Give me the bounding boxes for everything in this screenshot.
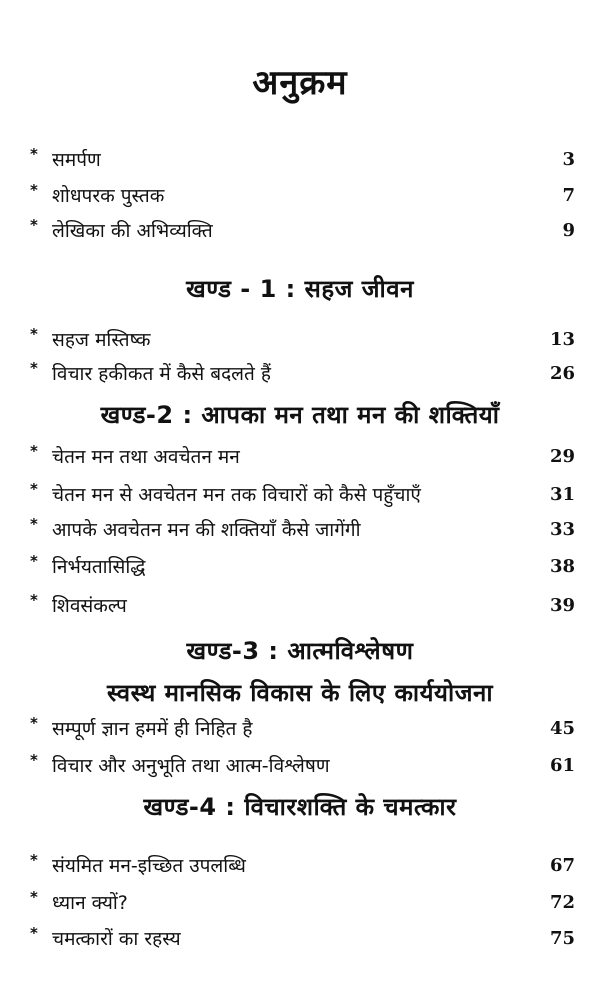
toc-entry-label: संयमित मन-इच्छित उपलब्धि [52,855,246,877]
toc-entry-page: 13 [549,329,575,350]
toc-entry-label: समर्पण [52,149,101,171]
toc-entry [30,850,575,882]
toc-entry-page: 39 [549,595,575,616]
toc-entry-page: 38 [549,556,575,577]
toc-entry-label: सम्पूर्ण ज्ञान हममें ही निहित है [52,718,253,740]
toc-entry-page: 3 [562,149,575,170]
toc-entry-page: 67 [549,855,575,876]
asterisk-icon: * [30,924,38,942]
section-heading: खण्ड-4 : विचारशक्ति के चमत्कार [143,793,457,821]
toc-entry-page: 75 [549,928,575,949]
toc-entry [30,324,575,356]
toc-entry-page: 31 [549,484,575,505]
asterisk-icon: * [30,480,38,498]
section-heading: खण्ड-2 : आपका मन तथा मन की शक्तियाँ [100,401,500,429]
toc-entry [30,590,575,622]
toc-entry-page: 61 [549,755,575,776]
toc-entry [30,923,575,955]
section-subheading: स्वस्थ मानसिक विकास के लिए कार्ययोजना [106,679,494,707]
page-title: अनुक्रम [252,63,348,103]
toc-entry-label: शिवसंकल्प [52,595,127,617]
toc-entry-label: निर्भयतासिद्धि [52,556,146,578]
asterisk-icon: * [30,442,38,460]
toc-entry [30,479,575,511]
toc-entry [30,358,575,390]
toc-entry-label: लेखिका की अभिव्यक्ति [52,220,213,242]
toc-entry-page: 26 [549,363,575,384]
toc-entry-page: 7 [562,185,575,206]
section-heading: खण्ड-3 : आत्मविश्लेषण [186,637,414,665]
toc-entry-label: विचार हकीकत में कैसे बदलते हैं [52,363,272,385]
toc-entry [30,750,575,782]
asterisk-icon: * [30,325,38,343]
asterisk-icon: * [30,888,38,906]
asterisk-icon: * [30,751,38,769]
toc-entry-page: 9 [562,220,575,241]
asterisk-icon: * [30,359,38,377]
asterisk-icon: * [30,181,38,199]
toc-entry-label: ध्यान क्यों? [52,892,128,914]
toc-entry-label: आपके अवचेतन मन की शक्तियाँ कैसे जागेंगी [52,519,361,541]
section-heading: खण्ड - 1 : सहज जीवन [186,275,414,303]
toc-entry-label: चेतन मन तथा अवचेतन मन [52,446,240,468]
toc-entry-label: चमत्कारों का रहस्य [52,928,181,950]
asterisk-icon: * [30,145,38,163]
toc-entry [30,713,575,745]
asterisk-icon: * [30,591,38,609]
toc-entry-page: 33 [549,519,575,540]
toc-entry [30,215,575,247]
toc-entry [30,441,575,473]
asterisk-icon: * [30,552,38,570]
toc-entry-label: विचार और अनुभूति तथा आत्म-विश्लेषण [52,755,330,777]
toc-entry-page: 72 [549,892,575,913]
toc-entry-label: सहज मस्तिष्क [52,329,151,351]
toc-entry [30,180,575,212]
asterisk-icon: * [30,515,38,533]
toc-entry-page: 29 [549,446,575,467]
asterisk-icon: * [30,714,38,732]
toc-entry-page: 45 [549,718,575,739]
asterisk-icon: * [30,216,38,234]
asterisk-icon: * [30,851,38,869]
toc-entry [30,144,575,176]
toc-entry [30,887,575,919]
toc-entry [30,514,575,546]
toc-entry-label: चेतन मन से अवचेतन मन तक विचारों को कैसे पहुँचाएँ [52,484,421,506]
toc-entry-label: शोधपरक पुस्तक [52,185,165,207]
toc-entry [30,551,575,583]
